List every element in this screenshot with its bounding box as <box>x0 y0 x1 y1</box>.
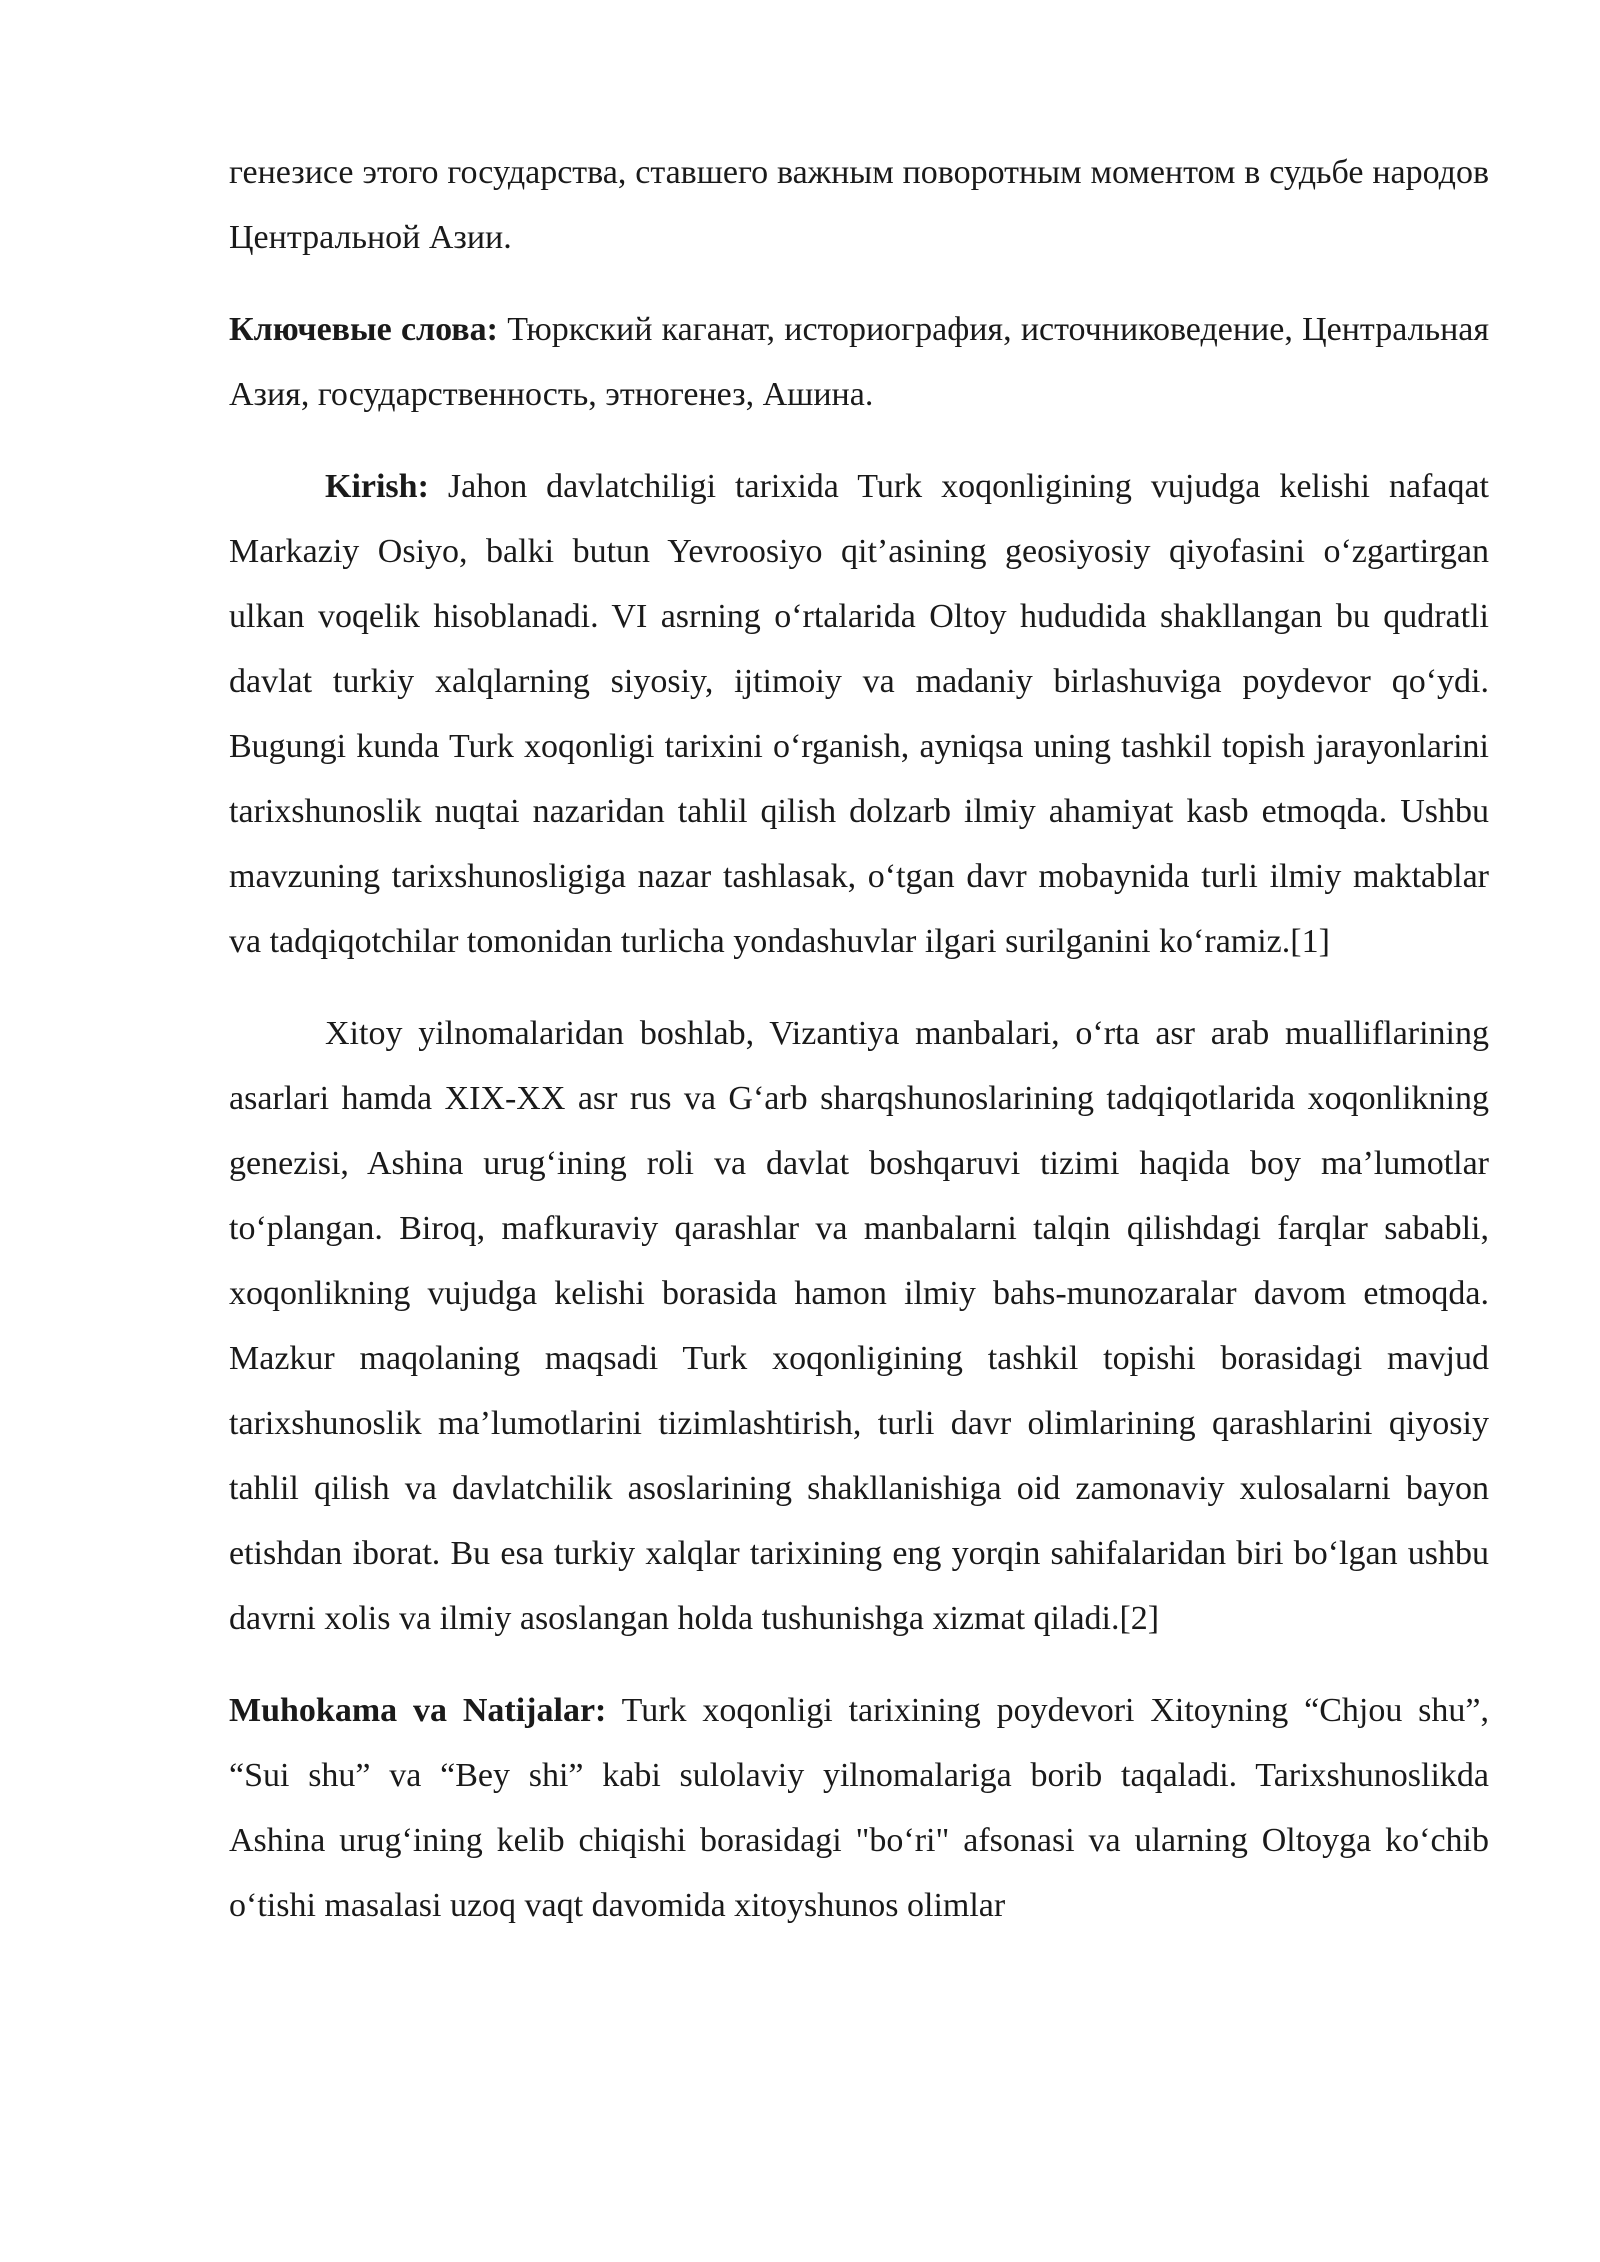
intro-paragraph <box>229 454 1489 974</box>
keywords-paragraph <box>229 297 1489 427</box>
document-page <box>229 140 1489 1938</box>
body-paragraph: Xitoy yilnomalaridan boshlab, Vizantiya manbalari, o‘rta asr arab mualliflarining asarlari hamda XIX-XX asr rus va G‘arb sharqshunoslarining tadqiqotlarida xoqonlikning genezisi, Ashina urug‘ining roli va davlat boshqaruvi tizimi haqida boy ma’lumotlar to‘plangan. Biroq, mafkuraviy qarashlar va manbalarni talqin qilishdagi farqlar sababli, xoqonlikning vujudga kelishi borasida hamon ilmiy bahs-munozaralar davom etmoqda. Mazkur maqolaning maqsadi Turk xoqonligining tashkil topishi borasidagi mavjud tarixshunoslik ma’lumotlarini tizimlashtirish, turli davr olimlarining qarashlarini qiyosiy tahlil qilish va davlatchilik asoslarining shakllanishiga oid zamonaviy xulosalarni bayon etishdan iborat. Bu esa turkiy xalqlar tarixining eng yorqin sahifalaridan biri bo‘lgan ushbu davrni xolis va ilmiy asoslangan holda tushunishga xizmat qiladi.[2] <box>229 1015 1489 1637</box>
intro-label: Kirish: <box>325 468 429 505</box>
discussion-paragraph <box>229 1678 1489 1938</box>
paragraph-continuation: генезисе этого государства, ставшего важным поворотным моментом в судьбе народов Центральной Азии. <box>229 154 1489 256</box>
intro-text: Jahon davlatchiligi tarixida Turk xoqonligining vujudga kelishi nafaqat Markaziy Osiyo, balki butun Yevroosiyo qit’asining geosiyosiy qiyofasini o‘zgartirgan ulkan voqelik hisoblanadi. VI asrning o‘rtalarida Oltoy hududida shakllangan bu qudratli davlat turkiy xalqlarning siyosiy, ijtimoiy va madaniy birlashuviga poydevor qo‘ydi. Bugungi kunda Turk xoqonligi tarixini o‘rganish, ayniqsa uning tashkil topish jarayonlarini tarixshunoslik nuqtai nazaridan tahlil qilish dolzarb ilmiy ahamiyat kasb etmoqda. Ushbu mavzuning tarixshunosligiga nazar tashlasak, o‘tgan davr mobaynida turli ilmiy maktablar va tadqiqotchilar tomonidan turlicha yondashuvlar ilgari surilganini ko‘ramiz.[1] <box>229 468 1489 960</box>
discussion-text: Turk xoqonligi tarixining poydevori Xitoyning “Chjou shu”, “Sui shu” va “Bey shi” kabi sulolaviy yilnomalariga borib taqaladi. Tarixshunoslikda Ashina urug‘ining kelib chiqishi borasidagi "bo‘ri" afsonasi va ularning Oltoyga ko‘chib o‘tishi masalasi uzoq vaqt davomida xitoyshunos olimlar <box>229 1692 1489 1924</box>
keywords-label: Ключевые слова: <box>229 311 498 348</box>
keywords-text: Тюркский каганат, историография, источниковедение, Центральная Азия, государственность, этногенез, Ашина. <box>229 311 1489 413</box>
discussion-label: Muhokama va Natijalar: <box>229 1692 607 1729</box>
